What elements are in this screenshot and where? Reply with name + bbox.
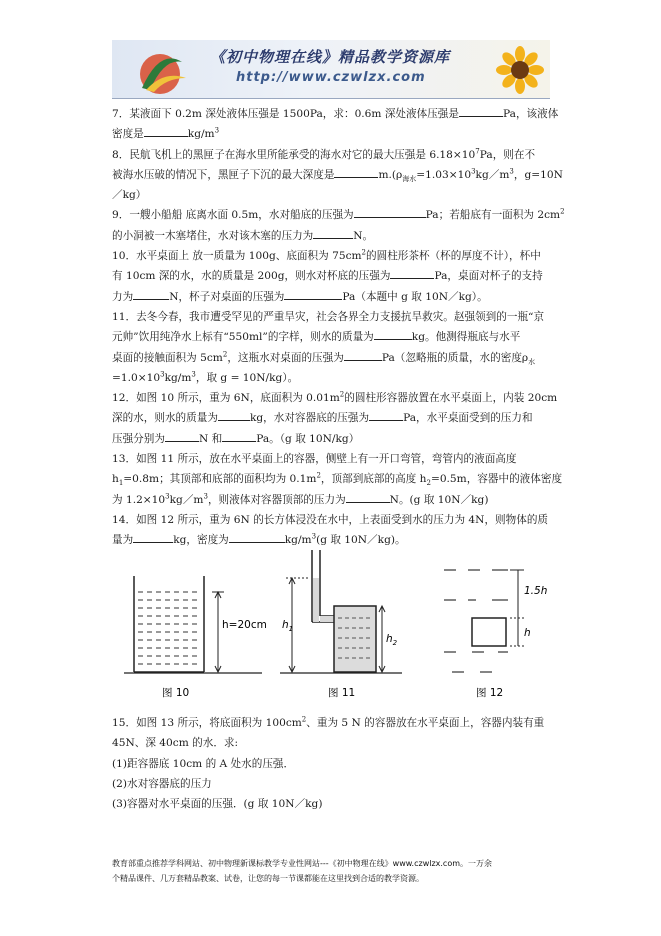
question-14: 14．如图 12 所示，重为 6N 的长方体浸没在水中，上表面受到水的压力为 4N，则物体的质 量为 kg，密度为 $kg/m^3(g$ 取 10N／kg)。 [112, 513, 549, 547]
fig10-caption: 图 10 [162, 687, 190, 699]
answer-blank[interactable] [344, 348, 382, 361]
header-banner [112, 40, 550, 99]
question-13: 13．如图 11 所示，放在水平桌面上的容器，侧壁上有一开口弯管，弯管内的液面高度 $h_1=0.8m$；其顶部和底部的面积均为 $0.1m^2$，顶部到底部的高度 $h_2=0.5m$，容器中的液体密度 为 $1.2\times 10^3kg/m^3$，则液体对容器顶部的压力为 N。(g 取 10N／kg) [112, 453, 563, 506]
answer-blank[interactable] [459, 104, 503, 117]
fig11-h2-label: $h_2$ [386, 633, 398, 647]
answer-blank[interactable] [354, 205, 426, 218]
answer-blank[interactable] [284, 287, 342, 300]
fig12-caption: 图 12 [476, 687, 504, 699]
fig12-depth-label: 1.5h [524, 585, 548, 597]
answer-blank[interactable] [133, 530, 173, 543]
answer-blank[interactable] [165, 429, 199, 442]
figure-12 [444, 570, 547, 699]
answer-blank[interactable] [313, 226, 353, 239]
answer-blank[interactable] [374, 327, 412, 340]
questions-section [112, 104, 580, 551]
fig11-h1-label: $h_1$ [282, 619, 294, 633]
question-15-part-2: (2)水对容器底的压力 [112, 777, 212, 790]
figure-11 [280, 550, 402, 699]
site-title: 《初中物理在线》精品教学资源库 [210, 48, 451, 66]
answer-blank[interactable] [334, 165, 378, 178]
fig12-height-label: h [524, 627, 531, 639]
site-logo-icon [120, 44, 200, 96]
answer-blank[interactable] [133, 287, 169, 300]
footer-line-1: 教育部重点推荐学科网站、初中物理新课标教学专业性网站---《初中物理在线》www.czwlzx.com。一万余 [112, 859, 493, 868]
question-8: 8．民航飞机上的黑匣子在海水里所能承受的海水对它的最大压强是 $6.18\times 10^7Pa$，则在不 被海水压破的情况下，黑匣子下沉的最大深度是 $m.(\rho_{海水}=1.03\times 10^3kg/m^3$，g=10N ／kg） [112, 147, 563, 202]
answer-blank[interactable] [218, 408, 250, 421]
question-15-part-3: (3)容器对水平桌面的压强．(g 取 10N／kg) [112, 798, 323, 811]
question-11: 11．去冬今春，我市遭受罕见的严重旱灾，社会各界全力支援抗旱救灾。赵强领到的一瓶“京 元帅”饮用纯净水上标有“550ml”的字样，则水的质量为 kg。他测得瓶底与水平 桌面的接触面积为 $5cm^2$，这瓶水对桌面的压强为 Pa（忽略瓶的质量，水的密度$\rho_水$ $=1.0\times 10^3kg/m^3$，取 g = 10N/kg）。 [112, 310, 545, 384]
fig11-caption: 图 11 [328, 687, 356, 699]
question-10: 10．水平桌面上 放一质量为 100g、底面积为 $75cm^2$的圆柱形茶杯（杯的厚度不计），杯中 有 10cm 深的水，水的质量是 200g，则水对杯底的压强为 Pa，桌面对杯子的支持 力为 N，杯子对桌面的压强为 Pa（本题中 g 取 10N／kg）。 [112, 248, 543, 303]
site-url[interactable]: http://www.czwlzx.com [236, 70, 426, 85]
answer-blank[interactable] [222, 429, 256, 442]
question-15: 15．如图 13 所示，将底面积为 $100cm^2$、重为 5 N 的容器放在水平桌面上，容器内装有重 45N、深 40cm 的水．求: (1)距容器底 10cm 的 A 处水的压强． (2)水对容器底的压力 (3)容器对水平桌面的压强．(g 取 10N／kg) [112, 713, 580, 814]
question-12: 12．如图 10 所示，重为 6N，底面积为 $0.01m^2$的圆柱形容器放置在水平桌面上，内装 20cm 深的水，则水的质量为 kg，水对容器底的压强为 Pa，水平桌面受到的压力和 压强分别为 N 和 Pa。（g 取 10N/kg） [112, 390, 558, 445]
answer-blank[interactable] [390, 266, 434, 279]
question-15-part-1: (1)距容器底 10cm 的 A 处水的压强． [112, 757, 295, 770]
answer-blank[interactable] [369, 408, 403, 421]
answer-blank[interactable] [229, 530, 285, 543]
figure-10 [124, 576, 267, 699]
footer-line-2: 个精品课件、几万套精品教案、试卷，让您的每一节课都能在这里找到合适的教学资源。 [112, 874, 424, 883]
answer-blank[interactable] [144, 124, 188, 137]
answer-blank[interactable] [346, 490, 390, 503]
figures-row [112, 548, 580, 706]
page-footer [112, 856, 580, 886]
figures-svg [112, 548, 580, 706]
fig10-height-label: h=20cm [222, 619, 267, 631]
question-9: 9．一艘小船船 底离水面 0.5m，水对船底的压强为 Pa；若船底有一面积为 $2cm^2$ 的小洞被一木塞堵住，水对该木塞的压力为 N。 [112, 205, 580, 246]
question-7: 7．某液面下 0.2m 深处液体压强是 1500Pa，求：0.6m 深处液体压强是 Pa，该液体 密度是 $kg/m^3$ [112, 104, 580, 145]
sunflower-icon [496, 46, 544, 94]
